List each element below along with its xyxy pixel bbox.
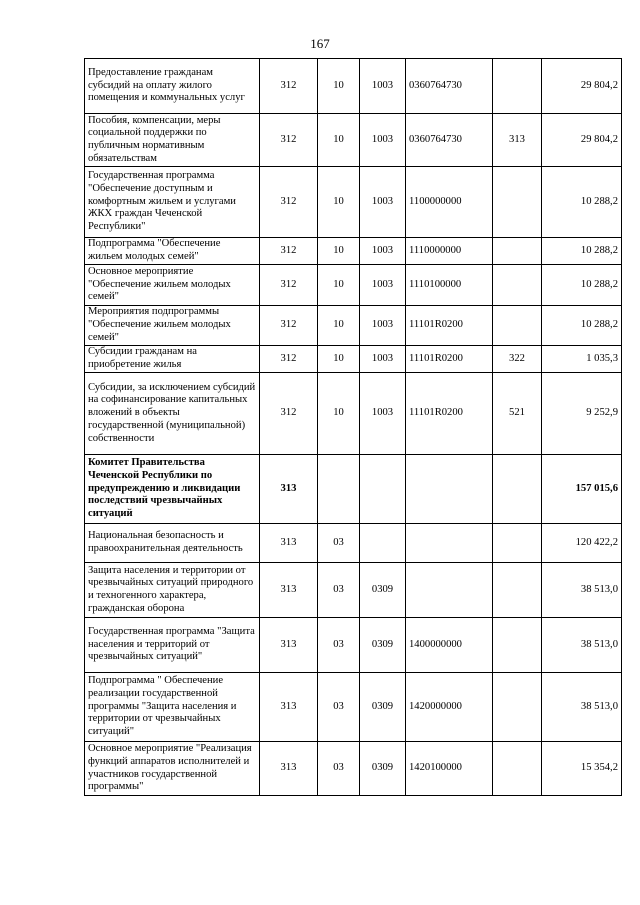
row-section-code: 10 [318,306,360,346]
row-ministry-code: 313 [260,618,318,673]
row-amount: 38 513,0 [542,563,622,618]
row-amount: 10 288,2 [542,167,622,238]
row-subsection-code: 1003 [360,306,406,346]
table-row [85,673,622,742]
row-subsection-code: 0309 [360,563,406,618]
row-expense-type [493,524,542,563]
row-subsection-code: 0309 [360,673,406,742]
row-name: Пособия, компенсации, меры социальной поддержки по публичным нормативным обязательствам [85,114,260,167]
row-subsection-code [360,455,406,524]
row-amount: 38 513,0 [542,673,622,742]
row-expense-type [493,265,542,306]
table-row [85,346,622,373]
row-ministry-code: 312 [260,167,318,238]
row-ministry-code: 312 [260,265,318,306]
row-name: Национальная безопасность и правоохранительная деятельность [85,524,260,563]
row-ministry-code: 312 [260,373,318,455]
row-ministry-code: 313 [260,742,318,796]
row-section-code: 10 [318,114,360,167]
row-amount: 10 288,2 [542,238,622,265]
table-row [85,59,622,114]
row-ministry-code: 312 [260,114,318,167]
row-ministry-code: 312 [260,238,318,265]
row-amount: 9 252,9 [542,373,622,455]
row-expense-type [493,238,542,265]
row-target-code: 0360764730 [406,59,493,114]
row-expense-type [493,742,542,796]
row-subsection-code: 1003 [360,238,406,265]
row-name: Предоставление гражданам субсидий на оплату жилого помещения и коммунальных услуг [85,59,260,114]
row-amount: 1 035,3 [542,346,622,373]
row-section-code: 03 [318,673,360,742]
row-section-code: 10 [318,238,360,265]
row-amount: 157 015,6 [542,455,622,524]
row-name: Государственная программа "Обеспечение доступным и комфортным жильем и услугами ЖКХ граждан Чеченской Республики" [85,167,260,238]
row-target-code: 11101R0200 [406,346,493,373]
row-target-code: 11101R0200 [406,373,493,455]
row-ministry-code: 313 [260,524,318,563]
row-section-code: 03 [318,742,360,796]
row-amount: 29 804,2 [542,59,622,114]
row-section-code: 10 [318,167,360,238]
row-name: Основное мероприятие "Реализация функций аппаратов исполнителей и участников государственной программы" [85,742,260,796]
budget-table [84,58,622,796]
table-row [85,563,622,618]
row-name: Мероприятия подпрограммы "Обеспечение жильем молодых семей" [85,306,260,346]
row-section-code [318,455,360,524]
row-ministry-code: 312 [260,59,318,114]
row-target-code: 0360764730 [406,114,493,167]
row-target-code [406,524,493,563]
row-ministry-code: 312 [260,306,318,346]
table-row [85,618,622,673]
row-expense-type [493,673,542,742]
row-ministry-code: 313 [260,563,318,618]
row-name: Подпрограмма "Обеспечение жильем молодых семей" [85,238,260,265]
row-name: Комитет Правительства Чеченской Республики по предупреждению и ликвидации последствий чрезвычайных ситуаций [85,455,260,524]
row-expense-type [493,455,542,524]
row-expense-type [493,167,542,238]
row-expense-type [493,59,542,114]
row-amount: 120 422,2 [542,524,622,563]
row-target-code [406,455,493,524]
row-target-code: 1420100000 [406,742,493,796]
row-name: Подпрограмма " Обеспечение реализации государственной программы "Защита населения и территории от чрезвычайных ситуаций" [85,673,260,742]
row-amount: 15 354,2 [542,742,622,796]
row-subsection-code: 1003 [360,167,406,238]
row-subsection-code: 1003 [360,373,406,455]
table-row [85,114,622,167]
row-ministry-code: 313 [260,455,318,524]
row-section-code: 03 [318,618,360,673]
table-row [85,524,622,563]
row-expense-type: 521 [493,373,542,455]
row-section-code: 03 [318,524,360,563]
row-subsection-code: 1003 [360,265,406,306]
table-row [85,167,622,238]
row-subsection-code: 0309 [360,618,406,673]
row-section-code: 10 [318,373,360,455]
row-amount: 10 288,2 [542,265,622,306]
table-row [85,265,622,306]
page-number: 167 [310,36,330,51]
table-row [85,238,622,265]
table-row [85,306,622,346]
table-row [85,742,622,796]
row-ministry-code: 313 [260,673,318,742]
row-target-code: 1420000000 [406,673,493,742]
row-expense-type [493,618,542,673]
row-subsection-code: 1003 [360,59,406,114]
row-expense-type [493,306,542,346]
row-name: Субсидии, за исключением субсидий на софинансирование капитальных вложений в объекты государственной (муниципальной) собственности [85,373,260,455]
row-target-code: 1400000000 [406,618,493,673]
row-ministry-code: 312 [260,346,318,373]
row-section-code: 10 [318,265,360,306]
row-target-code [406,563,493,618]
row-name: Субсидии гражданам на приобретение жилья [85,346,260,373]
row-amount: 10 288,2 [542,306,622,346]
row-subsection-code: 0309 [360,742,406,796]
row-name: Государственная программа "Защита населения и территорий от чрезвычайных ситуаций" [85,618,260,673]
row-subsection-code [360,524,406,563]
row-section-code: 10 [318,59,360,114]
row-expense-type: 313 [493,114,542,167]
row-section-code: 10 [318,346,360,373]
row-name: Основное мероприятие "Обеспечение жильем молодых семей" [85,265,260,306]
row-expense-type [493,563,542,618]
row-target-code: 1110000000 [406,238,493,265]
row-subsection-code: 1003 [360,346,406,373]
table-body [85,59,622,796]
row-name: Защита населения и территории от чрезвычайных ситуаций природного и техногенного характера, гражданская оборона [85,563,260,618]
row-target-code: 11101R0200 [406,306,493,346]
table-row [85,373,622,455]
row-amount: 38 513,0 [542,618,622,673]
row-amount: 29 804,2 [542,114,622,167]
row-section-code: 03 [318,563,360,618]
row-target-code: 1110100000 [406,265,493,306]
row-target-code: 1100000000 [406,167,493,238]
row-subsection-code: 1003 [360,114,406,167]
row-expense-type: 322 [493,346,542,373]
table-row [85,455,622,524]
